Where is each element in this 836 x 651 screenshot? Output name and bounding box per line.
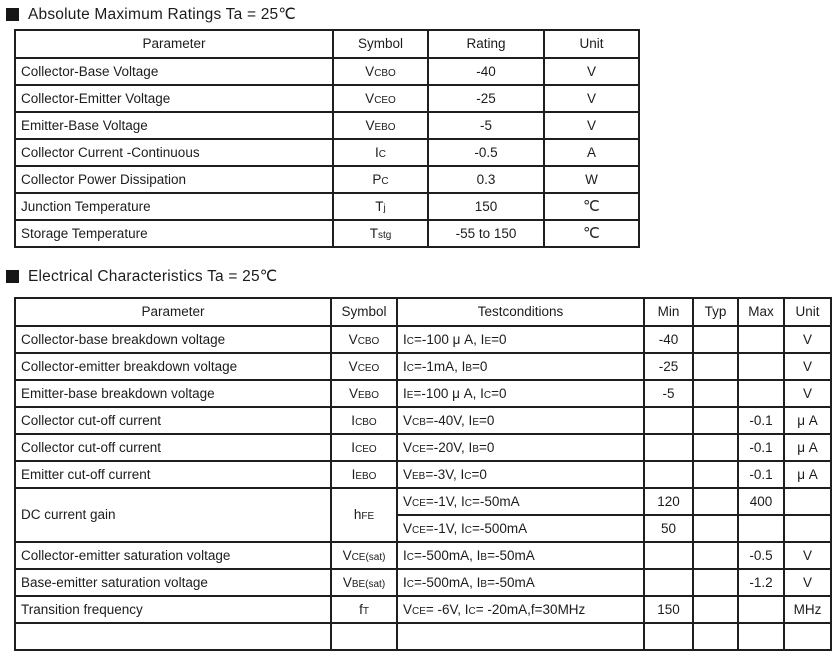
conditions-cell: VCE=-1V, IC=-500mA bbox=[397, 515, 644, 542]
table-row bbox=[15, 112, 639, 139]
table-row bbox=[15, 353, 831, 380]
unit-cell: V bbox=[544, 112, 639, 139]
conditions-cell: IC=-500mA, IB=-50mA bbox=[397, 569, 644, 596]
min-cell: -40 bbox=[644, 326, 693, 353]
parameter-cell: Collector Power Dissipation bbox=[15, 166, 333, 193]
symbol-cell: VCE(sat) bbox=[331, 542, 397, 569]
col-header-parameter: Parameter bbox=[15, 298, 331, 326]
col-header-testconditions: Testconditions bbox=[397, 298, 644, 326]
table-row bbox=[15, 542, 831, 569]
unit-cell: μ A bbox=[784, 434, 831, 461]
rating-cell: 0.3 bbox=[428, 166, 544, 193]
unit-cell: V bbox=[784, 380, 831, 407]
col-header-unit: Unit bbox=[784, 298, 831, 326]
symbol-cell: PC bbox=[333, 166, 428, 193]
typ-cell bbox=[693, 569, 738, 596]
max-cell bbox=[738, 596, 784, 623]
rating-cell: -40 bbox=[428, 58, 544, 85]
parameter-cell: Transition frequency bbox=[15, 596, 331, 623]
table-row bbox=[15, 596, 831, 623]
symbol-cell: hFE bbox=[331, 488, 397, 542]
unit-cell bbox=[784, 623, 831, 650]
unit-cell: V bbox=[784, 542, 831, 569]
min-cell bbox=[644, 623, 693, 650]
elec-char-table-container bbox=[14, 297, 834, 617]
symbol-cell: VEBO bbox=[331, 380, 397, 407]
col-header-rating: Rating bbox=[428, 30, 544, 58]
symbol-cell: ICBO bbox=[331, 407, 397, 434]
max-cell: -0.1 bbox=[738, 461, 784, 488]
symbol-cell: Tj bbox=[333, 193, 428, 220]
max-cell: -0.1 bbox=[738, 434, 784, 461]
typ-cell bbox=[693, 515, 738, 542]
conditions-cell bbox=[397, 623, 644, 650]
max-cell: -1.2 bbox=[738, 569, 784, 596]
table-row bbox=[15, 85, 639, 112]
typ-cell bbox=[693, 434, 738, 461]
col-header-parameter: Parameter bbox=[15, 30, 333, 58]
abs-max-title-text: Absolute Maximum Ratings Ta = 25℃ bbox=[28, 6, 296, 23]
min-cell: -5 bbox=[644, 380, 693, 407]
parameter-cell: DC current gain bbox=[15, 488, 331, 542]
max-cell bbox=[738, 380, 784, 407]
unit-cell: V bbox=[784, 353, 831, 380]
elec-header-row bbox=[15, 298, 831, 326]
symbol-cell: fT bbox=[331, 596, 397, 623]
table-row bbox=[15, 461, 831, 488]
unit-cell: ℃ bbox=[544, 193, 639, 220]
elec-char-title-text: Electrical Characteristics Ta = 25℃ bbox=[28, 268, 278, 285]
parameter-cell: Collector cut-off current bbox=[15, 434, 331, 461]
conditions-cell: VEB=-3V, IC=0 bbox=[397, 461, 644, 488]
table-row bbox=[15, 58, 639, 85]
symbol-cell: VEBO bbox=[333, 112, 428, 139]
min-cell bbox=[644, 569, 693, 596]
elec-char-section-title bbox=[6, 267, 277, 286]
unit-cell bbox=[784, 515, 831, 542]
rating-cell: 150 bbox=[428, 193, 544, 220]
max-cell: 400 bbox=[738, 488, 784, 515]
unit-cell: ℃ bbox=[544, 220, 639, 247]
unit-cell bbox=[784, 488, 831, 515]
abs-max-table bbox=[14, 29, 640, 248]
max-cell bbox=[738, 623, 784, 650]
min-cell: 120 bbox=[644, 488, 693, 515]
unit-cell: μ A bbox=[784, 407, 831, 434]
table-row bbox=[15, 407, 831, 434]
symbol-cell: Tstg bbox=[333, 220, 428, 247]
parameter-cell bbox=[15, 623, 331, 650]
parameter-cell: Storage Temperature bbox=[15, 220, 333, 247]
min-cell bbox=[644, 461, 693, 488]
parameter-cell: Junction Temperature bbox=[15, 193, 333, 220]
unit-cell: W bbox=[544, 166, 639, 193]
rating-cell: -55 to 150 bbox=[428, 220, 544, 247]
col-header-symbol: Symbol bbox=[333, 30, 428, 58]
typ-cell bbox=[693, 596, 738, 623]
min-cell: 150 bbox=[644, 596, 693, 623]
conditions-cell: IE=-100 μ A, IC=0 bbox=[397, 380, 644, 407]
min-cell bbox=[644, 407, 693, 434]
typ-cell bbox=[693, 407, 738, 434]
table-row bbox=[15, 139, 639, 166]
unit-cell: A bbox=[544, 139, 639, 166]
unit-cell: V bbox=[544, 58, 639, 85]
unit-cell: MHz bbox=[784, 596, 831, 623]
max-cell bbox=[738, 353, 784, 380]
conditions-cell: IC=-1mA, IB=0 bbox=[397, 353, 644, 380]
table-row bbox=[15, 193, 639, 220]
typ-cell bbox=[693, 623, 738, 650]
parameter-cell: Emitter cut-off current bbox=[15, 461, 331, 488]
typ-cell bbox=[693, 380, 738, 407]
typ-cell bbox=[693, 461, 738, 488]
parameter-cell: Collector-Base Voltage bbox=[15, 58, 333, 85]
min-cell bbox=[644, 542, 693, 569]
max-cell bbox=[738, 326, 784, 353]
min-cell bbox=[644, 434, 693, 461]
parameter-cell: Collector-Emitter Voltage bbox=[15, 85, 333, 112]
table-row bbox=[15, 488, 831, 515]
symbol-cell: ICEO bbox=[331, 434, 397, 461]
conditions-cell: IC=-100 μ A, IE=0 bbox=[397, 326, 644, 353]
typ-cell bbox=[693, 353, 738, 380]
rating-cell: -5 bbox=[428, 112, 544, 139]
conditions-cell: VCE=-20V, IB=0 bbox=[397, 434, 644, 461]
table-row bbox=[15, 220, 639, 247]
symbol-cell: IEBO bbox=[331, 461, 397, 488]
col-header-symbol: Symbol bbox=[331, 298, 397, 326]
symbol-cell bbox=[331, 623, 397, 650]
table-row bbox=[15, 569, 831, 596]
parameter-cell: Collector-base breakdown voltage bbox=[15, 326, 331, 353]
conditions-cell: IC=-500mA, IB=-50mA bbox=[397, 542, 644, 569]
min-cell: -25 bbox=[644, 353, 693, 380]
col-header-unit: Unit bbox=[544, 30, 639, 58]
symbol-cell: IC bbox=[333, 139, 428, 166]
parameter-cell: Emitter-base breakdown voltage bbox=[15, 380, 331, 407]
max-cell bbox=[738, 515, 784, 542]
table-row bbox=[15, 380, 831, 407]
min-cell: 50 bbox=[644, 515, 693, 542]
conditions-cell: VCE=-1V, IC=-50mA bbox=[397, 488, 644, 515]
abs-max-table-container bbox=[14, 29, 642, 242]
parameter-cell: Emitter-Base Voltage bbox=[15, 112, 333, 139]
square-bullet-icon bbox=[6, 270, 19, 283]
symbol-cell: VCBO bbox=[333, 58, 428, 85]
parameter-cell: Collector-emitter saturation voltage bbox=[15, 542, 331, 569]
unit-cell: μ A bbox=[784, 461, 831, 488]
parameter-cell: Base-emitter saturation voltage bbox=[15, 569, 331, 596]
symbol-cell: VBE(sat) bbox=[331, 569, 397, 596]
partial-cutoff-row bbox=[15, 623, 831, 650]
parameter-cell: Collector Current -Continuous bbox=[15, 139, 333, 166]
rating-cell: -25 bbox=[428, 85, 544, 112]
col-header-min: Min bbox=[644, 298, 693, 326]
unit-cell: V bbox=[784, 326, 831, 353]
conditions-cell: VCB=-40V, IE=0 bbox=[397, 407, 644, 434]
typ-cell bbox=[693, 542, 738, 569]
elec-char-table bbox=[14, 297, 832, 651]
unit-cell: V bbox=[544, 85, 639, 112]
parameter-cell: Collector-emitter breakdown voltage bbox=[15, 353, 331, 380]
parameter-cell: Collector cut-off current bbox=[15, 407, 331, 434]
square-bullet-icon bbox=[6, 8, 19, 21]
typ-cell bbox=[693, 488, 738, 515]
abs-max-header-row bbox=[15, 30, 639, 58]
rating-cell: -0.5 bbox=[428, 139, 544, 166]
unit-cell: V bbox=[784, 569, 831, 596]
typ-cell bbox=[693, 326, 738, 353]
conditions-cell: VCE= -6V, IC= -20mA,f=30MHz bbox=[397, 596, 644, 623]
col-header-typ: Typ bbox=[693, 298, 738, 326]
symbol-cell: VCBO bbox=[331, 326, 397, 353]
col-header-max: Max bbox=[738, 298, 784, 326]
table-row bbox=[15, 166, 639, 193]
symbol-cell: VCEO bbox=[331, 353, 397, 380]
abs-max-section-title bbox=[6, 5, 296, 24]
max-cell: -0.5 bbox=[738, 542, 784, 569]
table-row bbox=[15, 434, 831, 461]
max-cell: -0.1 bbox=[738, 407, 784, 434]
symbol-cell: VCEO bbox=[333, 85, 428, 112]
table-row bbox=[15, 326, 831, 353]
